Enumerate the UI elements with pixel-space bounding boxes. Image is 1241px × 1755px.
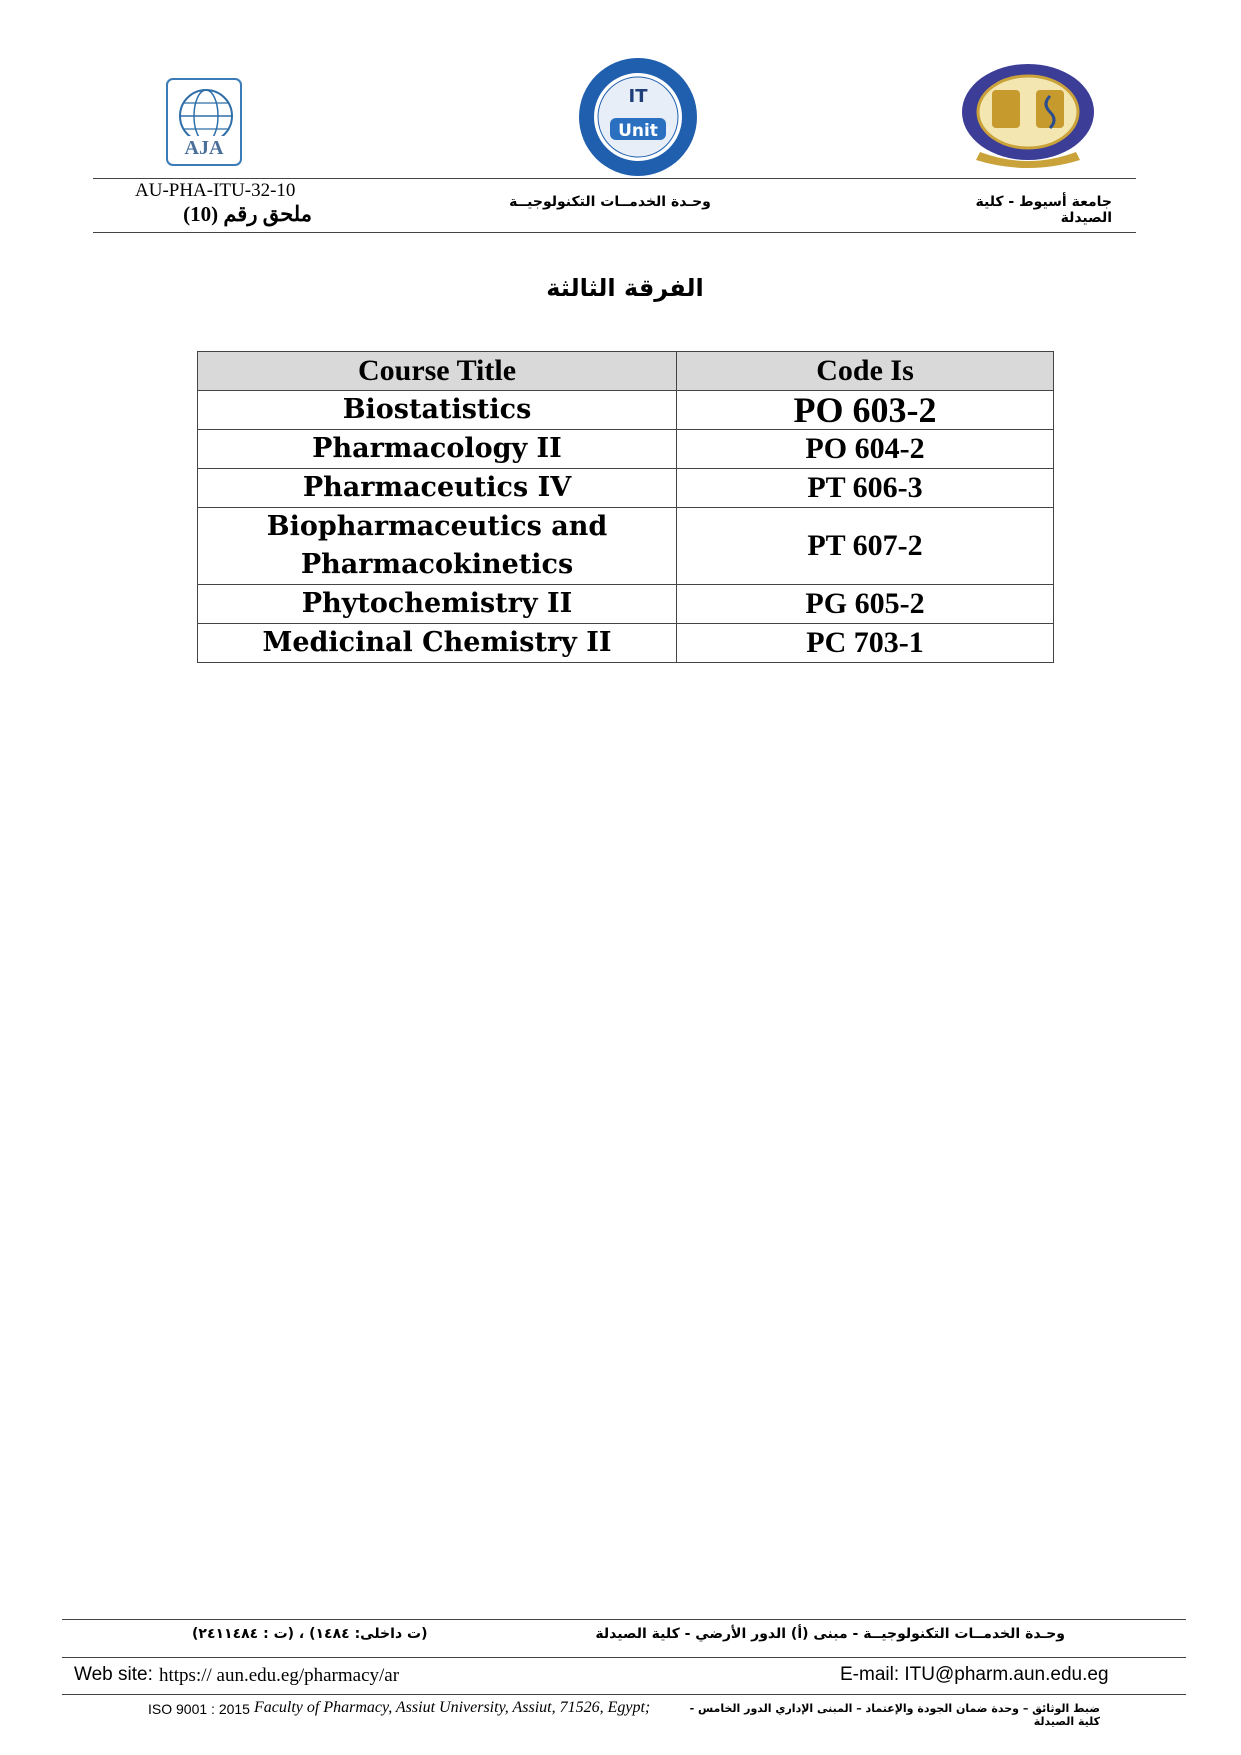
website-link[interactable]: https:// aun.edu.eg/pharmacy/ar bbox=[159, 1665, 400, 1686]
svg-text:Unit: Unit bbox=[618, 121, 658, 141]
footer-rule-3 bbox=[62, 1694, 1186, 1695]
footer-phone: (ت داخلى: ١٤٨٤) ، (ت : ٢٤١١٤٨٤) bbox=[192, 1626, 428, 1642]
course-title-line-1: Biopharmaceutics and bbox=[266, 511, 608, 542]
course-title-cell: Medicinal Chemistry II bbox=[198, 624, 677, 663]
course-code-cell: PC 703-1 bbox=[677, 624, 1054, 663]
footer-rule-2 bbox=[62, 1657, 1186, 1658]
document-control-line: ضبط الوثائق – وحدة ضمان الجودة والإعتماد – المبنى الإداري الدور الخامس - كلية الصيدلة bbox=[689, 1702, 1100, 1728]
website-label: Web site: bbox=[74, 1664, 153, 1685]
table-row bbox=[198, 585, 1054, 624]
aja-logo bbox=[166, 78, 242, 166]
iso-label: ISO 9001 : 2015 bbox=[148, 1701, 250, 1717]
course-title-header: Course Title bbox=[198, 352, 677, 391]
faculty-address-en: Faculty of Pharmacy, Assiut University, Assiut, 71526, Egypt; bbox=[254, 1699, 651, 1716]
course-title-line-2: Pharmacokinetics bbox=[300, 549, 574, 580]
university-faculty-name: جامعة أسيوط - كلية الصيدلة bbox=[975, 194, 1112, 226]
page-title: الفرقة الثالثة bbox=[546, 274, 704, 302]
code-header: Code Is bbox=[677, 352, 1054, 391]
course-title-cell: Pharmaceutics IV bbox=[198, 469, 677, 508]
table-row bbox=[198, 469, 1054, 508]
course-code-cell: PT 606-3 bbox=[677, 469, 1054, 508]
course-title-cell: Pharmacology II bbox=[198, 430, 677, 469]
course-title-cell: Phytochemistry II bbox=[198, 585, 677, 624]
email-link[interactable]: E-mail: ITU@pharm.aun.edu.eg bbox=[840, 1664, 1109, 1685]
course-code-cell: PO 604-2 bbox=[677, 430, 1054, 469]
table-row bbox=[198, 391, 1054, 430]
header-bottom-rule bbox=[93, 232, 1136, 233]
footer-address: وحـدة الخدمــات التكنولوجيــة - مبنى (أ) الدور الأرضي - كلية الصيدلة bbox=[595, 1626, 1065, 1642]
it-unit-logo bbox=[576, 56, 700, 178]
table-row bbox=[198, 508, 1054, 585]
course-title-cell: Biostatistics bbox=[198, 391, 677, 430]
header-top-rule bbox=[93, 178, 1136, 179]
courses-table bbox=[197, 351, 1054, 663]
annex-number: ملحق رقم (10) bbox=[183, 202, 312, 226]
svg-text:IT: IT bbox=[628, 86, 648, 107]
course-code-cell: PT 607-2 bbox=[677, 508, 1054, 585]
table-row bbox=[198, 624, 1054, 663]
course-title-cell bbox=[198, 508, 677, 585]
unit-name: وحـدة الخدمــات التكنولوجيــة bbox=[509, 194, 711, 210]
footer-rule-1 bbox=[62, 1619, 1186, 1620]
course-code-cell: PG 605-2 bbox=[677, 585, 1054, 624]
table-header-row bbox=[198, 352, 1054, 391]
course-code-cell: PO 603-2 bbox=[677, 391, 1054, 430]
document-code: AU-PHA-ITU-32-10 bbox=[135, 180, 296, 201]
table-row bbox=[198, 430, 1054, 469]
faculty-logo bbox=[958, 60, 1098, 170]
svg-text:AJA: AJA bbox=[184, 137, 224, 159]
